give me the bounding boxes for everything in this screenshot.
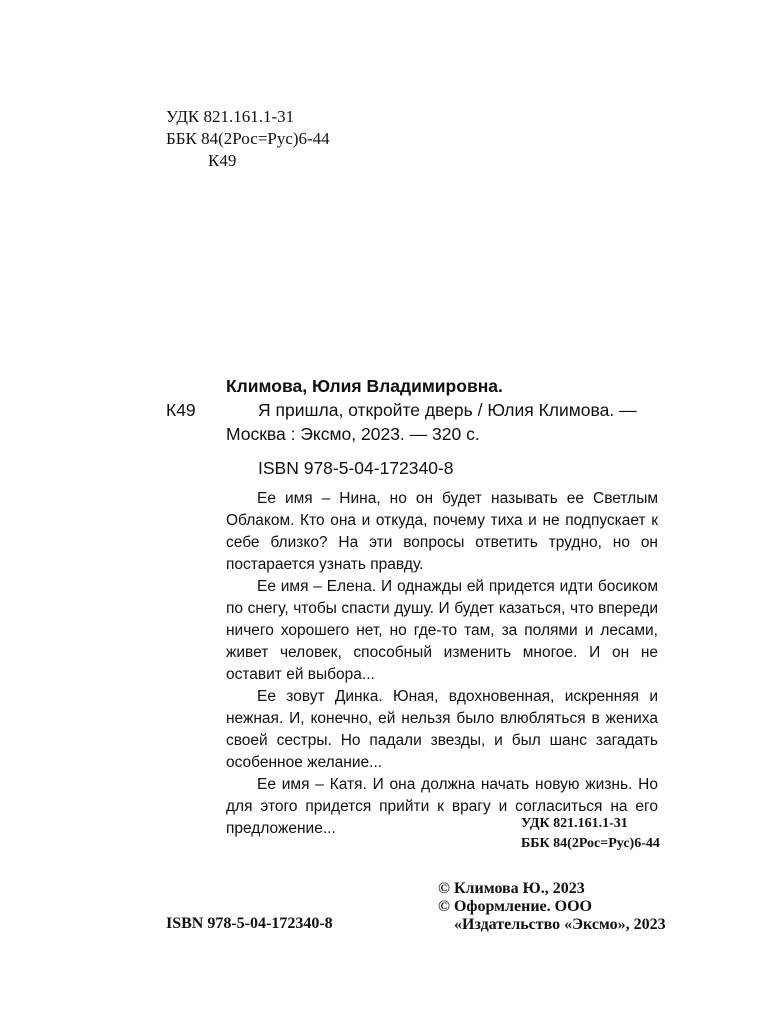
annotation bbox=[226, 488, 658, 840]
catalog-author: Климова, Юлия Владимировна. bbox=[226, 376, 503, 396]
catalog-isbn: ISBN 978-5-04-172340-8 bbox=[258, 458, 454, 478]
catalog-title-line: Я пришла, откройте дверь / Юлия Климова. — bbox=[258, 400, 637, 420]
footer-isbn: ISBN 978-5-04-172340-8 bbox=[166, 915, 333, 932]
udk-code-bottom: УДК 821.161.1-31 bbox=[521, 816, 628, 831]
copyright-design-line2: «Издательство «Эксмо», 2023 bbox=[454, 916, 666, 933]
annotation-paragraph: Ее зовут Динка. Юная, вдохновенная, искренняя и нежная. И, конечно, ей нельзя было влюбляться в жениха своей сестры. Но падали звезды, и был шанс загадать особенное желание... bbox=[226, 688, 658, 771]
annotation-paragraph: Ее имя – Нина, но он будет называть ее Светлым Облаком. Кто она и откуда, почему тиха и не подпускает к себе близко? На эти вопросы ответить трудно, но он постарается узнать правду. bbox=[226, 490, 658, 573]
udk-code-top: УДК 821.161.1-31 bbox=[166, 107, 295, 126]
copyright-design-line1: © Оформление. ООО bbox=[438, 898, 592, 915]
annotation-paragraph: Ее имя – Катя. И она должна начать новую жизнь. Но для этого придется прийти к врагу и согласиться на его предложение... bbox=[226, 776, 658, 837]
catalog-author-mark: К49 bbox=[166, 400, 196, 420]
bbk-code-bottom: ББК 84(2Рос=Рус)6-44 bbox=[521, 836, 660, 851]
copyright-author: © Климова Ю., 2023 bbox=[438, 880, 585, 897]
annotation-paragraph: Ее имя – Елена. И однажды ей придется идти босиком по снегу, чтобы спасти душу. И будет казаться, что впереди ничего хорошего нет, но где-то там, за полями и лесами, живет человек, способный изменить многое. И он не оставит ей выбора... bbox=[226, 578, 658, 683]
catalog-imprint-line: Москва : Эксмо, 2023. — 320 с. bbox=[226, 424, 480, 444]
author-mark-top: К49 bbox=[208, 151, 237, 170]
bbk-code-top: ББК 84(2Рос=Рус)6-44 bbox=[166, 129, 330, 148]
